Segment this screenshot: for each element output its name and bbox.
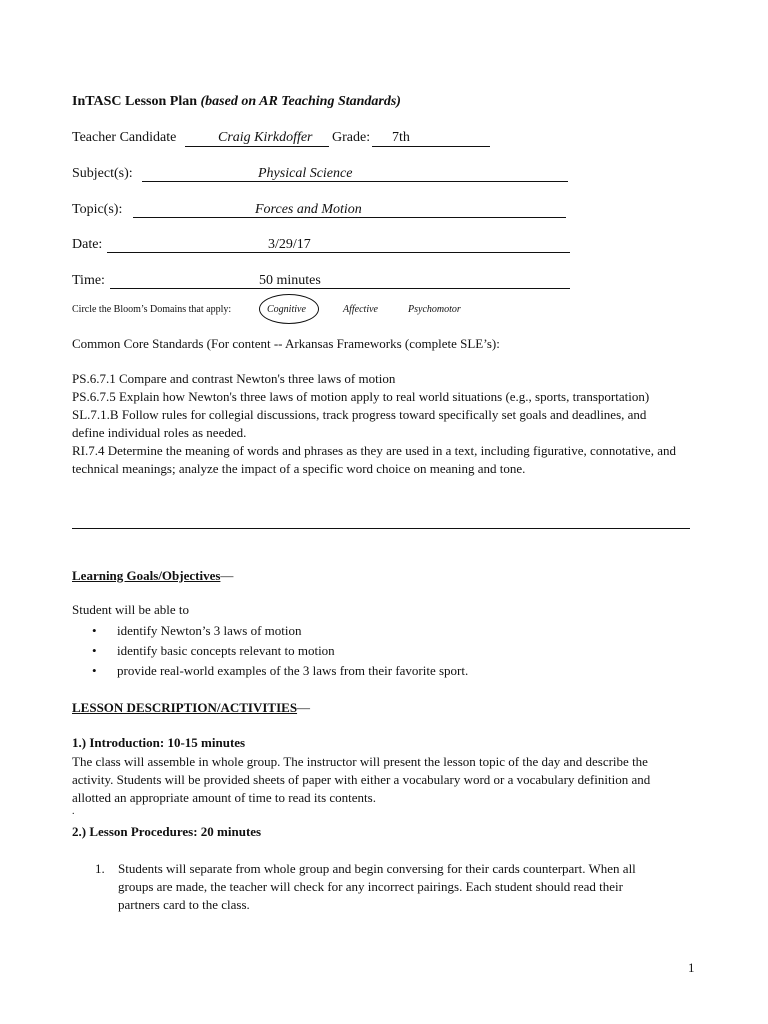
teacher-label: Teacher Candidate: [72, 130, 177, 145]
grade-label: Grade:: [332, 130, 371, 145]
date-blank: [107, 252, 570, 253]
blooms-label: Circle the Bloom’s Domains that apply:: [72, 304, 232, 315]
title-subtitle: (based on AR Teaching Standards): [200, 94, 401, 109]
objectives-heading: [72, 568, 233, 584]
grade-value: 7th: [392, 130, 410, 145]
time-label: Time:: [72, 273, 105, 288]
lesson-heading-text: LESSON DESCRIPTION/ACTIVITIES: [72, 700, 298, 715]
procedure-item: [95, 860, 665, 914]
objective-text: identify basic concepts relevant to motion: [117, 643, 335, 658]
page-title: [72, 94, 401, 110]
blooms-option-affective: Affective: [343, 304, 378, 315]
procedures-heading: 2.) Lesson Procedures: 20 minutes: [72, 824, 262, 839]
lesson-heading-dash: —: [297, 700, 311, 715]
standard-item: RI.7.4 Determine the meaning of words and phrases as they are used in a text, including figurative, connotative, and technical meanings; analyze the impact of a specific word choice on meaning and tone.: [72, 443, 676, 476]
grade-blank: [372, 146, 490, 147]
section-divider: [72, 528, 690, 529]
topic-value: Forces and Motion: [255, 202, 362, 217]
blooms-option-cognitive: Cognitive: [267, 304, 306, 315]
introduction-heading: 1.) Introduction: 10-15 minutes: [72, 735, 246, 750]
bullet-icon: •: [92, 643, 97, 658]
bullet-icon: •: [92, 663, 97, 678]
objectives-intro: Student will be able to: [72, 602, 189, 617]
stray-dot: .: [72, 806, 75, 817]
subject-label: Subject(s):: [72, 166, 133, 181]
introduction-text: [72, 753, 692, 807]
procedure-number: 1.: [95, 861, 105, 876]
list-item: [92, 621, 468, 641]
objectives-list: [72, 621, 468, 681]
objectives-heading-dash: —: [220, 568, 234, 583]
lesson-heading: [72, 700, 310, 716]
teacher-value: Craig Kirkdoffer: [218, 130, 313, 145]
bullet-icon: •: [92, 623, 97, 638]
page-number: 1: [688, 960, 695, 975]
subject-value: Physical Science: [258, 166, 353, 181]
list-item: [92, 641, 468, 661]
date-value: 3/29/17: [268, 237, 311, 252]
objective-text: provide real-world examples of the 3 laws from their favorite sport.: [117, 663, 469, 678]
standards-heading: Common Core Standards (For content -- Arkansas Frameworks (complete SLE’s):: [72, 336, 500, 351]
teacher-blank: [185, 146, 329, 147]
standard-item: SL.7.1.B Follow rules for collegial discussions, track progress toward specifically set goals and deadlines, and define individual roles as needed.: [72, 407, 647, 440]
objective-text: identify Newton’s 3 laws of motion: [117, 623, 302, 638]
title-text: InTASC Lesson Plan: [72, 94, 198, 109]
list-item: [92, 661, 469, 681]
subject-blank: [142, 181, 568, 182]
standards-list: [72, 370, 682, 478]
topic-label: Topic(s):: [72, 202, 123, 217]
introduction-paragraph: The class will assemble in whole group. The instructor will present the lesson topic of the day and describe the activity. Students will be provided sheets of paper with either a vocabulary word or a vocabulary definition and allotted an appropriate amount of time to read its contents.: [72, 754, 651, 805]
standard-item: PS.6.7.5 Explain how Newton's three laws of motion apply to real world situations (e.g., sports, transportation): [72, 389, 650, 404]
standard-item: PS.6.7.1 Compare and contrast Newton's three laws of motion: [72, 371, 396, 386]
time-value: 50 minutes: [259, 273, 321, 288]
procedure-text: Students will separate from whole group and begin conversing for their cards counterpart. When all groups are made, the teacher will check for any incorrect pairings. Each student should read their partners card to the class.: [118, 861, 636, 912]
blooms-option-psychomotor: Psychomotor: [408, 304, 461, 315]
time-blank: [110, 288, 570, 289]
objectives-heading-text: Learning Goals/Objectives: [72, 568, 221, 583]
date-label: Date:: [72, 237, 103, 252]
